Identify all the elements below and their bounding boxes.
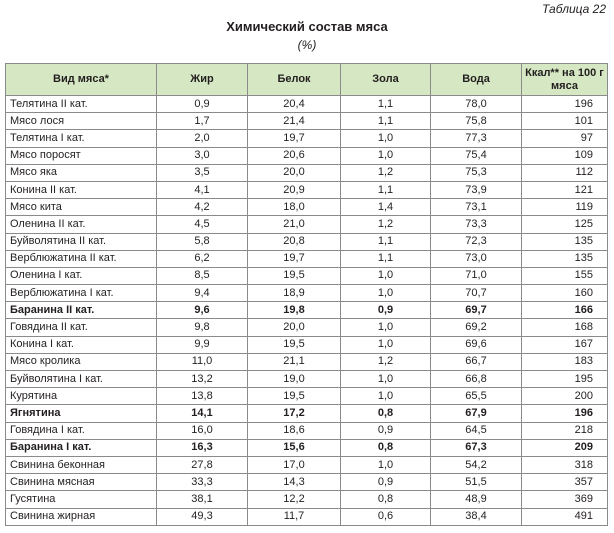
cell-protein: 17,2 xyxy=(248,405,341,422)
cell-fat: 33,3 xyxy=(157,474,248,491)
table-row xyxy=(6,336,608,353)
table-row xyxy=(6,371,608,388)
cell-kcal: 196 xyxy=(522,96,608,113)
cell-ash: 1,0 xyxy=(341,130,431,147)
cell-protein: 20,0 xyxy=(248,319,341,336)
cell-ash: 1,1 xyxy=(341,233,431,250)
cell-water: 66,8 xyxy=(431,371,522,388)
cell-ash: 0,9 xyxy=(341,474,431,491)
table-subtitle-units: (%) xyxy=(297,38,317,52)
cell-meat-type: Свинина жирная xyxy=(6,508,157,525)
cell-fat: 27,8 xyxy=(157,456,248,473)
table-row xyxy=(6,353,608,370)
cell-ash: 1,2 xyxy=(341,164,431,181)
cell-meat-type: Ягнятина xyxy=(6,405,157,422)
cell-fat: 11,0 xyxy=(157,353,248,370)
cell-protein: 19,5 xyxy=(248,388,341,405)
cell-protein: 21,4 xyxy=(248,113,341,130)
cell-water: 67,9 xyxy=(431,405,522,422)
cell-fat: 6,2 xyxy=(157,250,248,267)
cell-meat-type: Говядина I кат. xyxy=(6,422,157,439)
cell-water: 69,2 xyxy=(431,319,522,336)
cell-meat-type: Мясо яка xyxy=(6,164,157,181)
cell-kcal: 196 xyxy=(522,405,608,422)
cell-ash: 1,0 xyxy=(341,336,431,353)
cell-ash: 1,0 xyxy=(341,147,431,164)
cell-fat: 4,5 xyxy=(157,216,248,233)
cell-meat-type: Телятина I кат. xyxy=(6,130,157,147)
table-number-label: Таблица 22 xyxy=(541,2,606,16)
cell-fat: 13,2 xyxy=(157,371,248,388)
cell-kcal: 101 xyxy=(522,113,608,130)
cell-protein: 19,7 xyxy=(248,250,341,267)
table-row xyxy=(6,456,608,473)
table-row xyxy=(6,199,608,216)
cell-ash: 1,1 xyxy=(341,96,431,113)
cell-kcal: 167 xyxy=(522,336,608,353)
cell-water: 73,3 xyxy=(431,216,522,233)
cell-ash: 0,8 xyxy=(341,439,431,456)
cell-meat-type: Мясо кита xyxy=(6,199,157,216)
cell-ash: 0,6 xyxy=(341,508,431,525)
cell-fat: 3,0 xyxy=(157,147,248,164)
cell-fat: 38,1 xyxy=(157,491,248,508)
header-fat: Жир xyxy=(157,64,248,96)
cell-kcal: 369 xyxy=(522,491,608,508)
cell-protein: 19,8 xyxy=(248,302,341,319)
cell-kcal: 160 xyxy=(522,285,608,302)
cell-meat-type: Свинина мясная xyxy=(6,474,157,491)
cell-water: 51,5 xyxy=(431,474,522,491)
cell-protein: 14,3 xyxy=(248,474,341,491)
header-kcal: Ккал** на 100 г мяса xyxy=(522,64,608,96)
cell-protein: 11,7 xyxy=(248,508,341,525)
cell-ash: 1,1 xyxy=(341,181,431,198)
cell-protein: 20,4 xyxy=(248,96,341,113)
cell-protein: 21,1 xyxy=(248,353,341,370)
cell-water: 70,7 xyxy=(431,285,522,302)
cell-fat: 49,3 xyxy=(157,508,248,525)
table-row xyxy=(6,508,608,525)
cell-kcal: 183 xyxy=(522,353,608,370)
cell-kcal: 209 xyxy=(522,439,608,456)
cell-water: 73,9 xyxy=(431,181,522,198)
cell-fat: 9,9 xyxy=(157,336,248,353)
cell-kcal: 357 xyxy=(522,474,608,491)
cell-ash: 1,0 xyxy=(341,371,431,388)
cell-ash: 1,2 xyxy=(341,216,431,233)
cell-protein: 19,5 xyxy=(248,267,341,284)
cell-protein: 19,0 xyxy=(248,371,341,388)
cell-protein: 18,6 xyxy=(248,422,341,439)
cell-protein: 19,7 xyxy=(248,130,341,147)
cell-fat: 3,5 xyxy=(157,164,248,181)
header-protein: Белок xyxy=(248,64,341,96)
cell-water: 48,9 xyxy=(431,491,522,508)
cell-meat-type: Баранина II кат. xyxy=(6,302,157,319)
cell-kcal: 97 xyxy=(522,130,608,147)
table-row xyxy=(6,405,608,422)
cell-meat-type: Оленина II кат. xyxy=(6,216,157,233)
cell-kcal: 168 xyxy=(522,319,608,336)
cell-fat: 16,3 xyxy=(157,439,248,456)
cell-fat: 0,9 xyxy=(157,96,248,113)
cell-protein: 20,8 xyxy=(248,233,341,250)
table-title: Химический состав мяса xyxy=(226,19,388,34)
cell-water: 69,7 xyxy=(431,302,522,319)
cell-meat-type: Курятина xyxy=(6,388,157,405)
table-row xyxy=(6,319,608,336)
cell-water: 69,6 xyxy=(431,336,522,353)
cell-ash: 0,9 xyxy=(341,422,431,439)
cell-meat-type: Оленина I кат. xyxy=(6,267,157,284)
cell-ash: 0,8 xyxy=(341,491,431,508)
header-water: Вода xyxy=(431,64,522,96)
cell-water: 65,5 xyxy=(431,388,522,405)
cell-kcal: 218 xyxy=(522,422,608,439)
cell-fat: 16,0 xyxy=(157,422,248,439)
table-row xyxy=(6,130,608,147)
cell-water: 38,4 xyxy=(431,508,522,525)
table-row xyxy=(6,285,608,302)
cell-fat: 14,1 xyxy=(157,405,248,422)
cell-fat: 4,2 xyxy=(157,199,248,216)
cell-kcal: 195 xyxy=(522,371,608,388)
cell-fat: 13,8 xyxy=(157,388,248,405)
cell-kcal: 166 xyxy=(522,302,608,319)
cell-ash: 1,1 xyxy=(341,113,431,130)
table-row xyxy=(6,439,608,456)
cell-protein: 19,5 xyxy=(248,336,341,353)
cell-meat-type: Телятина II кат. xyxy=(6,96,157,113)
header-row xyxy=(6,64,608,96)
cell-meat-type: Буйволятина II кат. xyxy=(6,233,157,250)
cell-water: 72,3 xyxy=(431,233,522,250)
cell-ash: 1,0 xyxy=(341,456,431,473)
cell-kcal: 491 xyxy=(522,508,608,525)
table-row xyxy=(6,233,608,250)
cell-protein: 18,9 xyxy=(248,285,341,302)
cell-ash: 1,0 xyxy=(341,267,431,284)
cell-meat-type: Конина II кат. xyxy=(6,181,157,198)
cell-meat-type: Конина I кат. xyxy=(6,336,157,353)
table-row xyxy=(6,250,608,267)
cell-meat-type: Баранина I кат. xyxy=(6,439,157,456)
cell-meat-type: Мясо кролика xyxy=(6,353,157,370)
cell-kcal: 155 xyxy=(522,267,608,284)
table-row xyxy=(6,491,608,508)
table-row xyxy=(6,474,608,491)
cell-kcal: 318 xyxy=(522,456,608,473)
meat-composition-table xyxy=(5,63,608,526)
cell-protein: 17,0 xyxy=(248,456,341,473)
cell-meat-type: Верблюжатина I кат. xyxy=(6,285,157,302)
header-ash: Зола xyxy=(341,64,431,96)
cell-fat: 9,4 xyxy=(157,285,248,302)
cell-water: 75,8 xyxy=(431,113,522,130)
cell-kcal: 200 xyxy=(522,388,608,405)
cell-meat-type: Свинина беконная xyxy=(6,456,157,473)
cell-water: 75,3 xyxy=(431,164,522,181)
cell-water: 73,1 xyxy=(431,199,522,216)
cell-kcal: 112 xyxy=(522,164,608,181)
table-row xyxy=(6,422,608,439)
cell-fat: 8,5 xyxy=(157,267,248,284)
header-meat-type: Вид мяса* xyxy=(6,64,157,96)
cell-protein: 20,0 xyxy=(248,164,341,181)
cell-ash: 0,8 xyxy=(341,405,431,422)
cell-water: 75,4 xyxy=(431,147,522,164)
table-row xyxy=(6,388,608,405)
cell-kcal: 135 xyxy=(522,233,608,250)
table-row xyxy=(6,147,608,164)
table-row xyxy=(6,302,608,319)
cell-ash: 1,1 xyxy=(341,250,431,267)
cell-fat: 9,8 xyxy=(157,319,248,336)
cell-protein: 12,2 xyxy=(248,491,341,508)
cell-kcal: 119 xyxy=(522,199,608,216)
cell-meat-type: Буйволятина I кат. xyxy=(6,371,157,388)
cell-water: 71,0 xyxy=(431,267,522,284)
cell-ash: 1,4 xyxy=(341,199,431,216)
cell-protein: 20,6 xyxy=(248,147,341,164)
cell-meat-type: Верблюжатина II кат. xyxy=(6,250,157,267)
cell-kcal: 109 xyxy=(522,147,608,164)
table-row xyxy=(6,96,608,113)
cell-fat: 9,6 xyxy=(157,302,248,319)
cell-water: 67,3 xyxy=(431,439,522,456)
cell-ash: 1,2 xyxy=(341,353,431,370)
cell-kcal: 125 xyxy=(522,216,608,233)
cell-ash: 1,0 xyxy=(341,388,431,405)
cell-ash: 1,0 xyxy=(341,319,431,336)
cell-water: 66,7 xyxy=(431,353,522,370)
cell-protein: 20,9 xyxy=(248,181,341,198)
table-row xyxy=(6,181,608,198)
cell-fat: 5,8 xyxy=(157,233,248,250)
table-row xyxy=(6,216,608,233)
cell-protein: 21,0 xyxy=(248,216,341,233)
cell-protein: 18,0 xyxy=(248,199,341,216)
cell-meat-type: Мясо поросят xyxy=(6,147,157,164)
cell-ash: 1,0 xyxy=(341,285,431,302)
cell-water: 73,0 xyxy=(431,250,522,267)
cell-fat: 2,0 xyxy=(157,130,248,147)
cell-water: 78,0 xyxy=(431,96,522,113)
table-row xyxy=(6,267,608,284)
cell-kcal: 135 xyxy=(522,250,608,267)
table-row xyxy=(6,164,608,181)
cell-fat: 1,7 xyxy=(157,113,248,130)
cell-water: 54,2 xyxy=(431,456,522,473)
cell-protein: 15,6 xyxy=(248,439,341,456)
cell-meat-type: Гусятина xyxy=(6,491,157,508)
cell-kcal: 121 xyxy=(522,181,608,198)
cell-meat-type: Говядина II кат. xyxy=(6,319,157,336)
cell-water: 77,3 xyxy=(431,130,522,147)
table-row xyxy=(6,113,608,130)
cell-ash: 0,9 xyxy=(341,302,431,319)
cell-meat-type: Мясо лося xyxy=(6,113,157,130)
cell-water: 64,5 xyxy=(431,422,522,439)
cell-fat: 4,1 xyxy=(157,181,248,198)
